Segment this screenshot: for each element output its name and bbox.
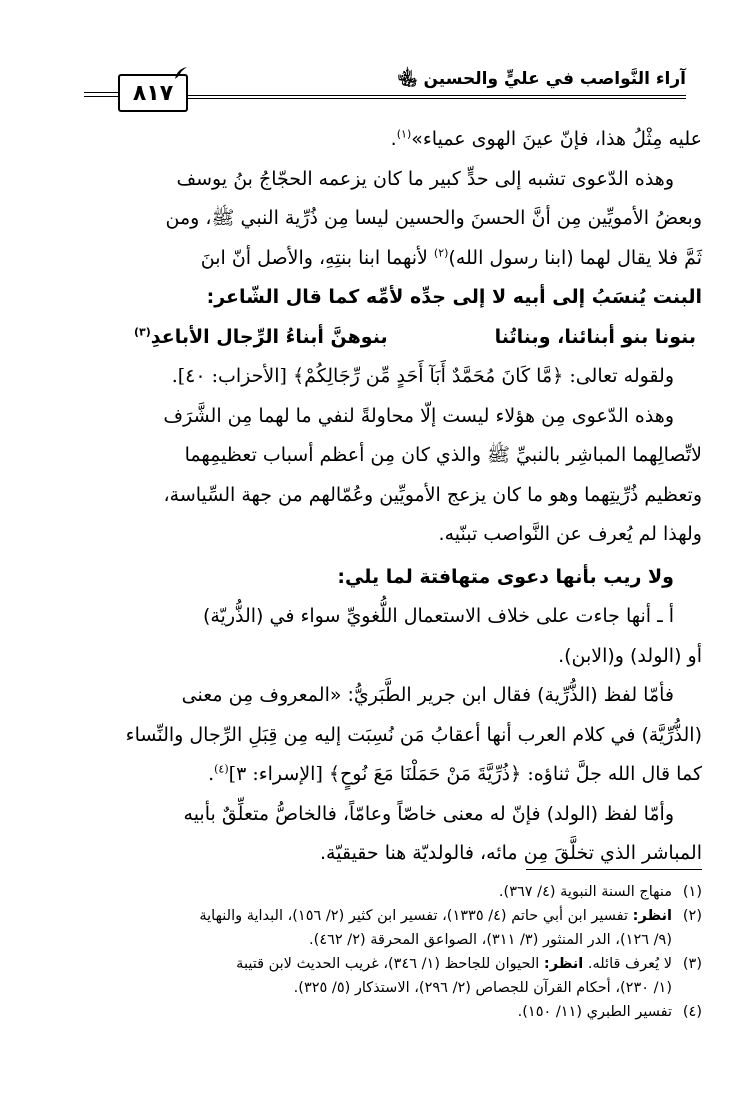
poetry-verse [110, 318, 702, 358]
text-line: (الذُّرِّيَّة) في كلام العرب أنها أعقابُ مَن نُسِبَت إليه مِن قِبَلِ الرِّجال والنِّساء [125, 723, 702, 746]
page-number: ٨١٧ [118, 74, 188, 112]
paragraph: وأمّا لفظ (الولد) فإنّ له معنى خاصّاً وعامّاً، فالخاصُّ متعلِّقٌ بأبيه [183, 802, 674, 825]
footnote: (٢) انظر: تفسير ابن أبي حاتم (٤/ ١٣٣٥)، تفسير ابن كثير (٢/ ١٥٦)، البداية والنهاية (٩/ ١٢٦)، الدر المنثور (٣/ ٣١١)، الصواعق المحرقة (٢/ ٤٦٢). [199, 908, 702, 948]
footnote: (٣) لا يُعرف قائله. انظر: الحيوان للجاحظ (١/ ٣٤٦)، غريب الحديث لابن قتيبة (١/ ٢٣٠)، أحكام القرآن للجصاص (٢/ ٢٩٦)، الاستذكار (٥/ ٣٢٥). [236, 956, 702, 996]
running-title: آراء النَّواصب في عليٍّ والحسين ﵄ [397, 69, 686, 89]
paragraph: فأمّا لفظ (الذُّرِّية) فقال ابن جرير الطَّبَريُّ: «المعروف مِن معنى [181, 684, 674, 706]
verse-first-hemistich: بنونا بنو أبنائنا، وبناتُنا [494, 325, 696, 348]
header-side-rule [84, 92, 118, 100]
footnote: (٤) تفسير الطبري (١١/ ١٥٠). [517, 1004, 702, 1020]
main-text [110, 120, 702, 874]
text-line: ولهذا لم يُعرف عن النَّواصب تبنّيه. [438, 523, 702, 545]
section-heading: ولا ريب بأنها دعوى متهافتة لما يلي: [337, 565, 674, 588]
text-line: ثَمَّ فلا يقال لهما (ابنا رسول الله)$^{(٢)}$ لأنهما ابنا بنتِهِ، والأصل أنّ ابنَ [200, 246, 702, 269]
footnotes [84, 880, 702, 1024]
footnote: (١) منهاج السنة النبوية (٤/ ٣٦٧). [498, 884, 702, 900]
text-line: المباشر الذي تخلَّقَ مِن مائه، فالولديّة هنا حقيقيّة. [320, 842, 702, 864]
text-line: أو (الولد) و(الابن). [558, 644, 702, 667]
footnote-separator [526, 869, 702, 870]
paragraph: وهذه الدّعوى مِن هؤلاء ليست إلّا محاولةً لنفي ما لهما مِن الشَّرَف [163, 404, 674, 427]
quran-citation: كما قال الله جلَّ ثناؤه: ﴿ذُرِّيَّةَ مَنْ حَمَلْنَا مَعَ نُوحٍ﴾ [الإسراء: ٣]$^{(٤)}$. [208, 762, 702, 785]
header-rule [186, 95, 686, 96]
text-line: وتعظيم ذُرِّيتِهما وهو ما كان يزعج الأمويِّين وعُمّالهم من جهة السِّياسة، [163, 483, 702, 506]
page-header [86, 62, 686, 112]
header-rule [186, 98, 686, 99]
quran-citation: ولقوله تعالى: ﴿مَّا كَانَ مُحَمَّدٌ أَبَآ أَحَدٍ مِّن رِّجَالِكُمْ﴾ [الأحزاب: ٤٠]. [171, 365, 674, 387]
list-item: أ ـ أنها جاءت على خلاف الاستعمال اللُّغويِّ سواء في (الذُّريّة) [202, 605, 674, 627]
text-line: عليه مِثْلُ هذا، فإنّ عينَ الهوى عمياء»$^{(١)}$. [390, 127, 702, 150]
text-line: لاتِّصالِهما المباشِر بالنبيِّ ﷺ والذي كان مِن أعظم أسباب تعظيمِهما [184, 444, 702, 466]
text-line: وبعضُ الأمويِّين مِن أنَّ الحسنَ والحسين ليسا مِن ذُرِّية النبي ﷺ، ومن [165, 207, 702, 229]
text-line: البنت يُنسَبُ إلى أبيه لا إلى جدِّه لأمِّه كما قال الشّاعر: [206, 286, 702, 308]
paragraph: وهذه الدّعوى تشبه إلى حدٍّ كبير ما كان يزعمه الحجّاجُ بنُ يوسف [176, 167, 674, 190]
verse-second-hemistich: بنوهنَّ أبناءُ الرِّجال الأباعدِ$^{(٣)}$ [134, 325, 388, 348]
